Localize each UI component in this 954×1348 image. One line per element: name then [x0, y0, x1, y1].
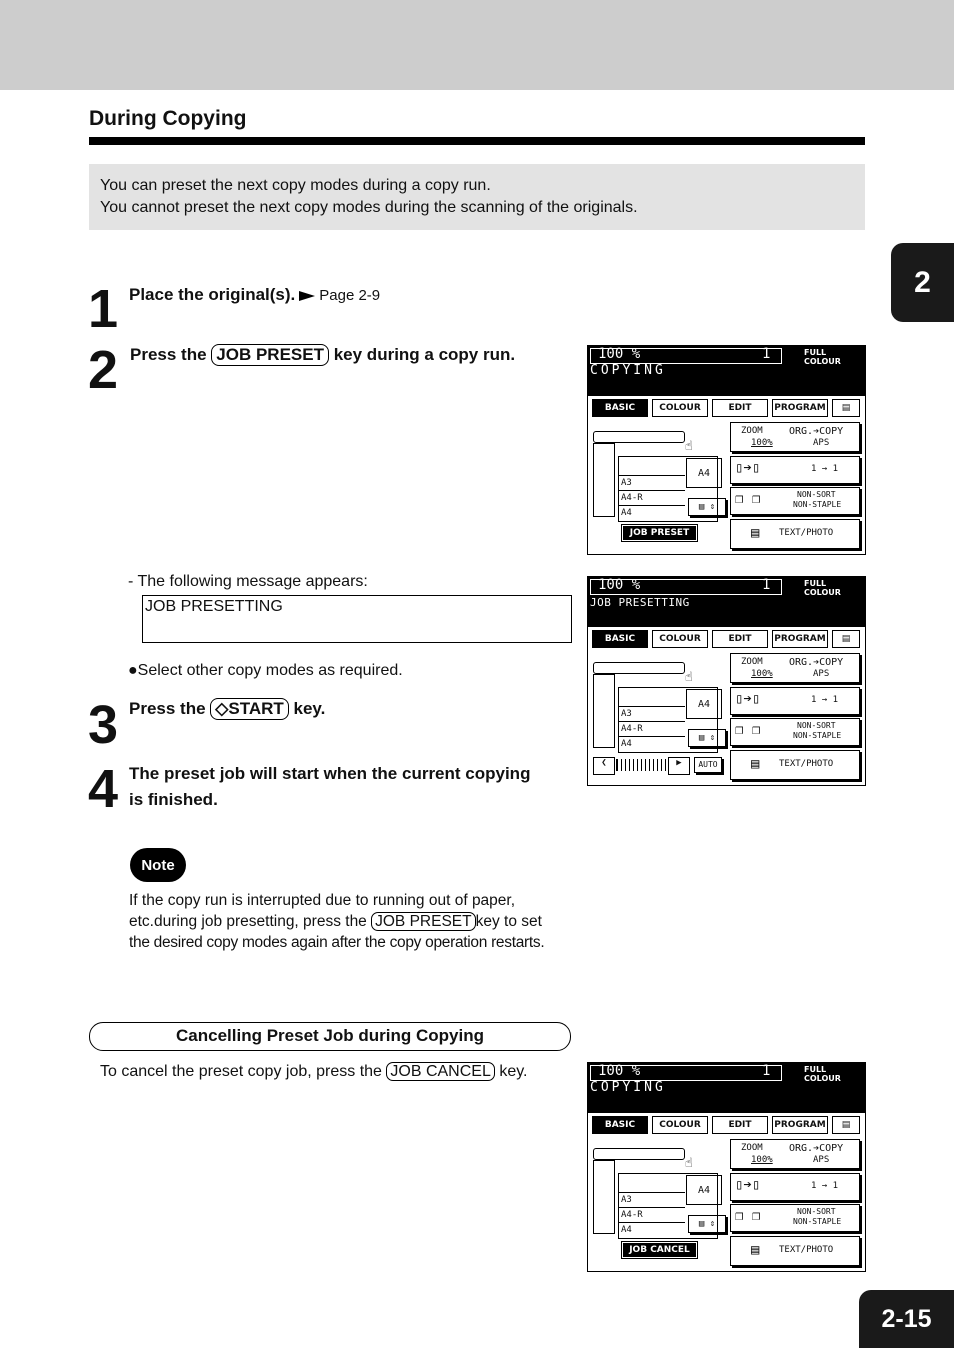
tray-a4[interactable]: A4 [686, 1175, 722, 1205]
document-icon: ▤ [751, 1242, 760, 1258]
step-number-2: 2 [88, 340, 117, 400]
tray-select-icon[interactable]: ▤ ⇕ [688, 729, 726, 747]
tray-item[interactable]: A3 [619, 706, 685, 722]
zoom-button[interactable]: ZOOM ORG.➔COPY 100% APS [730, 653, 860, 683]
document-icon: ▤ [751, 756, 760, 772]
panel-mode: COPYING [590, 363, 666, 378]
panel-header [588, 577, 865, 627]
tab-menu-icon[interactable]: ▤ [832, 630, 860, 648]
original-mode-button[interactable]: ▤ TEXT/PHOTO [730, 750, 860, 780]
panel-tabs [590, 630, 863, 648]
finisher-button[interactable]: ❐ ❐ NON-SORT NON-STAPLE [730, 718, 860, 746]
sort-icon: ❐ ❐ [735, 491, 761, 507]
duplex-icon: ▯➔▯ [735, 1177, 761, 1193]
duplex-button[interactable]: ▯➔▯ 1 → 1 [730, 687, 860, 715]
tab-0[interactable]: BASIC [592, 399, 648, 417]
full-colour-label: FULL COLOUR [804, 579, 841, 597]
step-number-1: 1 [88, 279, 117, 339]
hand-icon: ☝ [685, 670, 693, 685]
message-box [142, 595, 572, 643]
tab-1[interactable]: COLOUR [652, 630, 708, 648]
full-colour-label: FULL COLOUR [804, 348, 841, 366]
finisher-button[interactable]: ❐ ❐ NON-SORT NON-STAPLE [730, 1204, 860, 1232]
tab-0[interactable]: BASIC [592, 630, 648, 648]
original-mode-button[interactable]: ▤ TEXT/PHOTO [730, 519, 860, 549]
tray-item[interactable]: A4-R [619, 1207, 685, 1223]
zoom-button[interactable]: ZOOM ORG.➔COPY 100% APS [730, 422, 860, 452]
panel-action-button[interactable]: JOB CANCEL [621, 1241, 698, 1259]
step-2-text [130, 344, 515, 366]
note-line-1: If the copy run is interrupted due to running out of paper, [129, 892, 516, 909]
step-2-pre: Press the [130, 345, 207, 364]
step-2-post: key during a copy run. [333, 345, 516, 364]
tab-menu-icon[interactable]: ▤ [832, 1116, 860, 1134]
info-line-1: You can preset the next copy modes during a copy run. [100, 177, 491, 194]
duplex-icon: ▯➔▯ [735, 691, 761, 707]
tray-item[interactable]: A4 [619, 505, 685, 521]
tray-item[interactable]: A4-R [619, 490, 685, 506]
start-key-label: START [228, 699, 284, 718]
sort-icon: ❐ ❐ [735, 1208, 761, 1224]
tray-item[interactable]: A4-R [619, 721, 685, 737]
start-key [210, 698, 288, 720]
job-preset-key: JOB PRESET [211, 344, 329, 366]
cancel-instruction: To cancel the preset copy job, press the JOB CANCEL key. [100, 1063, 528, 1080]
note-text [129, 890, 572, 953]
duplex-icon: ▯➔▯ [735, 460, 761, 476]
cancel-section-title: Cancelling Preset Job during Copying [89, 1022, 571, 1051]
tray-select-icon[interactable]: ▤ ⇕ [688, 1215, 726, 1233]
bullet-item [128, 662, 403, 680]
tray-item[interactable]: A4 [619, 736, 685, 752]
zoom-button[interactable]: ZOOM ORG.➔COPY 100% APS [730, 1139, 860, 1169]
message-text: JOB PRESETTING [145, 598, 283, 615]
panel-job-presetting [587, 576, 866, 786]
panel-tabs [590, 1116, 863, 1134]
page-number: 2-15 [859, 1290, 954, 1348]
panel-tabs [590, 399, 863, 417]
copy-count: 1 [762, 346, 771, 362]
tab-3[interactable]: PROGRAM [772, 399, 828, 417]
info-box [89, 164, 865, 230]
step-number-3: 3 [88, 695, 117, 755]
hand-icon: ☝ [685, 1156, 693, 1171]
zoom-readout: 100 % [598, 577, 641, 593]
tray-a4[interactable]: A4 [686, 689, 722, 719]
tray-item[interactable]: A3 [619, 475, 685, 491]
sort-icon: ❐ ❐ [735, 722, 761, 738]
step-1-page-ref: Page 2-9 [319, 287, 381, 304]
chapter-tab: 2 [891, 243, 954, 322]
section-title: During Copying [89, 107, 247, 130]
step-1-text [129, 285, 380, 305]
tab-3[interactable]: PROGRAM [772, 1116, 828, 1134]
tab-2[interactable]: EDIT [712, 1116, 768, 1134]
step-number-4: 4 [88, 759, 117, 819]
original-mode-button[interactable]: ▤ TEXT/PHOTO [730, 1236, 860, 1266]
note-job-preset-key: JOB PRESET [371, 912, 475, 931]
panel-action-button[interactable]: JOB PRESET [621, 524, 698, 542]
step-3-pre: Press the [129, 699, 206, 718]
note-badge: Note [130, 848, 186, 882]
tray-item[interactable]: A3 [619, 1192, 685, 1208]
density-left-icon[interactable]: ❮ [593, 757, 615, 775]
tray-item[interactable]: A4 [619, 1222, 685, 1238]
density-right-icon[interactable]: ▶ [668, 757, 690, 775]
hand-icon: ☝ [685, 439, 693, 454]
zoom-readout: 100 % [598, 1063, 641, 1079]
note-line-3: the desired copy modes again after the copy operation restarts. [129, 934, 545, 951]
step-1-label: Place the original(s). [129, 285, 296, 304]
auto-button[interactable]: AUTO [694, 757, 722, 773]
tab-0[interactable]: BASIC [592, 1116, 648, 1134]
message-intro: - The following message appears: [128, 573, 368, 590]
tab-1[interactable]: COLOUR [652, 399, 708, 417]
tray-select-icon[interactable]: ▤ ⇕ [688, 498, 726, 516]
bullet-text: Select other copy modes as required. [137, 662, 403, 679]
duplex-button[interactable]: ▯➔▯ 1 → 1 [730, 1173, 860, 1201]
page-ref-arrow-icon [299, 291, 315, 301]
step-4-line-2: is finished. [129, 790, 218, 809]
panel-header [588, 346, 865, 396]
tab-2[interactable]: EDIT [712, 630, 768, 648]
step-4-line-1: The preset job will start when the current copying [129, 764, 531, 783]
panel-header [588, 1063, 865, 1113]
panel-copying-cancel [587, 1062, 866, 1272]
tab-3[interactable]: PROGRAM [772, 630, 828, 648]
panel-copying-preset [587, 345, 866, 555]
duplex-button[interactable]: ▯➔▯ 1 → 1 [730, 456, 860, 484]
job-cancel-key: JOB CANCEL [386, 1062, 494, 1081]
tab-2[interactable]: EDIT [712, 399, 768, 417]
copy-count: 1 [762, 1063, 771, 1079]
zoom-readout: 100 % [598, 346, 641, 362]
finisher-button[interactable]: ❐ ❐ NON-SORT NON-STAPLE [730, 487, 860, 515]
step-3-text [129, 698, 325, 720]
document-icon: ▤ [751, 525, 760, 541]
bullet-dot-icon: ● [128, 662, 138, 679]
tab-1[interactable]: COLOUR [652, 1116, 708, 1134]
tab-menu-icon[interactable]: ▤ [832, 399, 860, 417]
full-colour-label: FULL COLOUR [804, 1065, 841, 1083]
note-line-2: etc.during job presetting, press the JOB PRESET key to set [129, 913, 542, 930]
start-diamond-icon: ◇ [215, 699, 229, 718]
step-3-post: key. [293, 699, 326, 718]
info-line-2: You cannot preset the next copy modes during the scanning of the originals. [100, 199, 638, 216]
tray-a4[interactable]: A4 [686, 458, 722, 488]
top-band [0, 0, 954, 90]
copy-count: 1 [762, 577, 771, 593]
title-rule [89, 137, 865, 145]
panel-mode: JOB PRESETTING [590, 596, 690, 609]
panel-mode: COPYING [590, 1080, 666, 1095]
density-scale [616, 759, 666, 771]
